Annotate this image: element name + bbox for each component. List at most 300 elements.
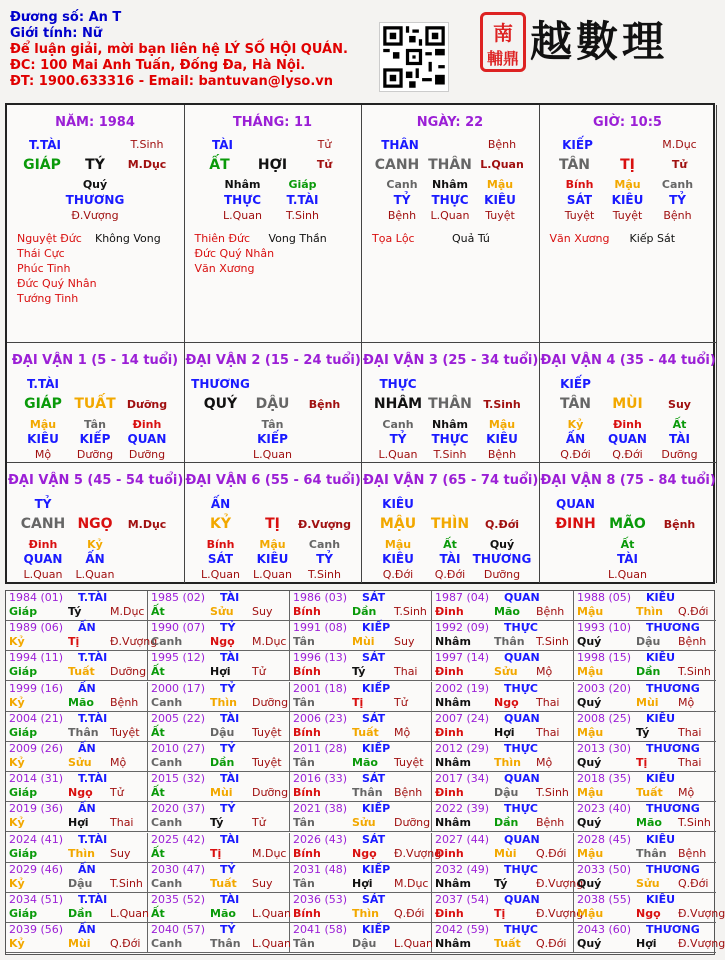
hidden-stem: Canh — [661, 178, 694, 191]
dai-van-title: ĐẠI VẬN 3 (25 - 34 tuổi) — [363, 353, 539, 368]
dai-van-title: ĐẠI VẬN 7 (65 - 74 tuổi) — [363, 473, 539, 488]
year-god: ẤN — [78, 923, 96, 937]
year-label: 2022 (39) — [435, 802, 490, 816]
year-can: Canh — [151, 876, 183, 890]
year-god: KIÊU — [646, 893, 676, 906]
year-god: KIẾP — [362, 621, 391, 635]
year-god: THỰC — [504, 681, 538, 695]
pillar-cell — [540, 105, 718, 343]
hidden-state: Bệnh — [663, 209, 692, 222]
year-cell — [290, 893, 432, 923]
hidden-stem: Nhâm — [432, 418, 468, 431]
year-stage: Mộ — [678, 695, 695, 709]
year-label: 2009 (26) — [9, 742, 64, 755]
hidden-god: ẤN — [85, 552, 105, 566]
hidden-stem: Mậu — [384, 538, 412, 551]
year-stage: Q.Đới — [110, 937, 141, 951]
year-chi: Thân — [210, 937, 241, 951]
year-stage: Đ.Vượng — [678, 937, 725, 951]
year-can: Nhâm — [435, 635, 471, 649]
pillar-stage: Tử — [671, 158, 688, 171]
dai-van-can: TÂN — [559, 396, 591, 412]
star-item: Tọa Lộc — [372, 232, 415, 245]
year-god: THƯƠNG — [646, 742, 700, 755]
year-chi: Thân — [494, 635, 525, 649]
year-god: T.TÀI — [78, 893, 108, 906]
year-label: 2016 (33) — [293, 772, 348, 786]
pillar-stage: M.Dục — [127, 158, 167, 171]
year-god: KIÊU — [646, 591, 676, 604]
year-chi: Ngọ — [352, 846, 377, 860]
year-cell — [432, 651, 574, 681]
hidden-god: TỶ — [669, 193, 686, 207]
star-item: Thái Cực — [17, 247, 65, 260]
year-stage: Đ.Vượng — [394, 846, 442, 860]
year-can: Nhâm — [435, 816, 471, 830]
year-chi: Mão — [352, 756, 378, 769]
year-god: QUAN — [504, 772, 540, 786]
year-stage: Bệnh — [678, 635, 707, 649]
year-cell — [432, 742, 574, 772]
pillar-god: TÀI — [211, 138, 233, 152]
dai-van-title: ĐẠI VẬN 5 (45 - 54 tuổi) — [8, 473, 184, 488]
year-label: 2028 (45) — [577, 832, 632, 846]
year-chi: Thìn — [636, 605, 663, 618]
hidden-stem: Ất — [620, 538, 635, 551]
year-chi: Mão — [494, 605, 520, 618]
year-stage: Tử — [110, 786, 124, 800]
address-line: ĐC: 100 Mai Anh Tuấn, Đống Đa, Hà Nội. — [10, 58, 306, 73]
year-cell — [6, 621, 158, 651]
year-chi: Dần — [68, 907, 93, 920]
year-cell — [574, 621, 716, 651]
pillar-can: GIÁP — [23, 157, 61, 173]
hidden-stem: Kỷ — [567, 418, 584, 431]
year-can: Kỷ — [9, 876, 25, 890]
year-chi: Dần — [352, 605, 377, 618]
year-can: Ất — [151, 665, 165, 679]
year-chi: Tý — [68, 605, 82, 618]
dai-van-stage: Bệnh — [663, 518, 696, 531]
year-chi: Dậu — [352, 937, 377, 951]
hidden-god: TỶ — [316, 552, 333, 566]
year-stage: Bệnh — [110, 695, 139, 709]
star-item: Nguyệt Đức — [17, 232, 82, 245]
year-can: Đinh — [435, 907, 464, 920]
year-chi: Mùi — [352, 635, 375, 649]
dai-van-can: NHÂM — [373, 396, 423, 412]
year-stage: M.Dục — [110, 605, 145, 618]
year-can: Ất — [151, 786, 165, 800]
hidden-state: L.Quan — [378, 448, 418, 461]
year-stage: Dưỡng — [252, 786, 289, 800]
year-label: 1996 (13) — [293, 651, 348, 665]
year-chi: Dậu — [210, 725, 235, 739]
hidden-state: L.Quan — [253, 448, 292, 461]
year-cell — [6, 833, 148, 863]
year-chi: Ngọ — [636, 907, 661, 920]
hidden-state: Tuyệt — [564, 209, 595, 222]
year-chi: Sửu — [210, 605, 234, 618]
hidden-god: THƯƠNG — [472, 552, 532, 566]
year-cell — [148, 742, 290, 772]
hidden-god: KIẾP — [79, 432, 111, 446]
year-label: 2017 (34) — [435, 772, 490, 786]
year-cell — [432, 893, 584, 923]
dai-van-chi: TUẤT — [74, 396, 116, 412]
year-god: TỶ — [220, 621, 236, 635]
brand-logo-icon — [530, 14, 710, 66]
year-stage: T.Sinh — [678, 665, 711, 679]
year-can: Nhâm — [435, 756, 471, 769]
year-chi: Mão — [210, 907, 236, 920]
year-god: T.TÀI — [78, 591, 108, 604]
year-label: 2034 (51) — [9, 893, 64, 906]
year-chi: Mùi — [210, 786, 233, 800]
dai-van-god: TỶ — [34, 497, 52, 511]
pillar-god-right: T.Sinh — [130, 138, 164, 151]
hidden-state: Dưỡng — [661, 448, 698, 461]
year-can: Ất — [151, 907, 165, 920]
year-cell — [432, 682, 574, 712]
year-chi: Tuất — [494, 937, 521, 951]
year-label: 2023 (40) — [577, 802, 632, 816]
year-chi: Tuất — [636, 786, 663, 800]
year-can: Quý — [577, 876, 602, 890]
year-cell — [432, 833, 574, 863]
hidden-god: THỰC — [223, 193, 262, 207]
year-stage: T.Sinh — [536, 635, 569, 649]
hidden-state: Tuyệt — [485, 209, 515, 222]
year-label: 2042 (59) — [435, 923, 490, 937]
year-label: 2003 (20) — [577, 681, 632, 695]
year-can: Canh — [151, 695, 183, 709]
pillar-can: CANH — [374, 157, 420, 173]
year-stage: Q.Đới — [678, 605, 709, 618]
hidden-god: THƯƠNG — [65, 193, 125, 207]
year-can: Canh — [151, 756, 183, 769]
year-chi: Dần — [636, 665, 661, 679]
year-can: Bính — [293, 907, 321, 920]
dai-van-cell — [540, 343, 718, 463]
year-chi: Dần — [210, 756, 235, 769]
year-can: Canh — [151, 937, 183, 951]
year-can: Giáp — [9, 786, 38, 800]
year-cell — [574, 772, 716, 802]
year-can: Kỷ — [9, 816, 25, 830]
year-stage: Tử — [394, 695, 408, 709]
year-stage: Mộ — [394, 725, 411, 739]
hidden-state: Q.Đới — [560, 448, 591, 461]
year-cell — [148, 893, 290, 923]
hidden-god: SÁT — [566, 193, 593, 207]
year-chi: Ngọ — [494, 695, 519, 709]
year-can: Đinh — [435, 665, 464, 679]
dai-van-can: GIÁP — [24, 396, 62, 412]
hidden-stem: Nhâm — [432, 178, 468, 191]
year-god: THỰC — [504, 621, 538, 635]
year-can: Quý — [577, 816, 602, 830]
year-label: 2014 (31) — [9, 772, 64, 786]
year-can: Mậu — [577, 725, 604, 739]
pillar-stage: Tử — [316, 158, 333, 171]
star-right: Quả Tú — [452, 232, 490, 245]
year-can: Nhâm — [435, 937, 471, 951]
year-cell — [6, 802, 148, 832]
year-cell — [574, 712, 716, 742]
brand-title — [530, 14, 710, 76]
star-item: Thiên Đức — [194, 232, 251, 245]
year-can: Mậu — [577, 665, 604, 679]
year-god: KIẾP — [362, 742, 391, 755]
year-can: Giáp — [9, 605, 38, 618]
year-chi: Sửu — [68, 756, 92, 769]
year-cell — [574, 833, 716, 863]
year-stage: Bệnh — [394, 786, 423, 800]
year-cell — [432, 802, 574, 832]
owner-label: Đương số: — [10, 10, 85, 25]
year-god: ẤN — [78, 862, 96, 876]
year-can: Quý — [577, 937, 602, 951]
hidden-state: Dưỡng — [483, 568, 521, 581]
year-cell — [290, 621, 432, 651]
year-label: 2036 (53) — [293, 893, 348, 906]
year-chi: Mão — [68, 695, 94, 709]
hidden-god: QUAN — [127, 432, 167, 446]
year-label: 1990 (07) — [151, 621, 206, 635]
hidden-state: Bệnh — [387, 209, 417, 222]
pillar-title: NĂM: 1984 — [55, 115, 135, 130]
year-chi: Mùi — [68, 937, 91, 951]
hidden-state: Mộ — [34, 448, 52, 461]
year-cell — [574, 802, 716, 832]
year-chi: Tý — [494, 876, 508, 890]
hidden-state: Dưỡng — [128, 448, 166, 461]
dai-van-cell — [540, 463, 718, 583]
year-chi: Tý — [636, 725, 650, 739]
hidden-state: T.Sinh — [433, 448, 467, 461]
star-right: Không Vong — [95, 232, 161, 245]
year-label: 2024 (41) — [9, 832, 64, 846]
year-can: Quý — [577, 756, 602, 769]
year-cell — [148, 591, 290, 621]
year-can: Canh — [151, 635, 183, 649]
year-label: 2039 (56) — [9, 923, 64, 937]
dai-van-cell — [185, 343, 363, 463]
year-stage: Bệnh — [536, 816, 565, 830]
dai-van-chi: MÙI — [612, 396, 643, 412]
year-stage: Suy — [394, 635, 415, 649]
year-stage: Đ.Vượng — [536, 907, 584, 920]
year-label: 1985 (02) — [151, 591, 206, 604]
year-god: KIẾP — [362, 802, 391, 816]
year-god: THỰC — [504, 742, 538, 755]
hidden-stem: Giáp — [288, 178, 317, 191]
year-god: TÀI — [220, 591, 240, 604]
year-label: 2030 (47) — [151, 862, 206, 876]
pillar-title: GIỜ: 10:5 — [593, 115, 662, 130]
dai-van-god: ẤN — [210, 497, 231, 511]
year-stage: Q.Đới — [536, 846, 567, 860]
year-god: KIẾP — [362, 681, 391, 695]
year-chi: Thân — [636, 846, 667, 860]
year-stage: Thai — [678, 725, 702, 739]
year-label: 2029 (46) — [9, 862, 64, 876]
year-label: 2025 (42) — [151, 832, 206, 846]
year-chi: Thân — [68, 725, 99, 739]
pillar-title: THÁNG: 11 — [232, 115, 313, 130]
year-god: SÁT — [362, 772, 386, 786]
year-stage: M.Dục — [252, 635, 287, 649]
year-can: Mậu — [577, 605, 604, 618]
dai-van-can: KỶ — [210, 516, 231, 532]
phone-email-line: ĐT: 1900.633316 - Email: bantuvan@lyso.vn — [10, 74, 334, 89]
hidden-god: KIÊU — [486, 432, 518, 446]
star-item: Tướng Tinh — [17, 292, 79, 305]
year-god: TỶ — [220, 923, 236, 937]
hidden-state: Bệnh — [487, 448, 517, 461]
dai-van-cell — [7, 343, 185, 463]
dai-van-stage: T.Sinh — [483, 398, 521, 411]
year-chi: Dậu — [68, 876, 93, 890]
pillar-god-right: M.Dục — [662, 138, 697, 151]
year-god: KIÊU — [646, 711, 676, 725]
hidden-stem: Tân — [84, 418, 106, 431]
year-god: ẤN — [78, 621, 96, 635]
hidden-stem: Canh — [386, 178, 418, 191]
year-cell — [574, 651, 716, 681]
year-stage: Suy — [252, 605, 273, 618]
pillar-chi: HỢI — [257, 157, 288, 173]
year-can: Tân — [293, 635, 315, 649]
dai-van-chi: MÃO — [609, 516, 646, 532]
year-chi: Tuất — [210, 876, 237, 890]
hidden-stem: Mậu — [29, 418, 57, 431]
pillar-chi: TÝ — [85, 157, 105, 173]
hidden-god: TÀI — [439, 552, 461, 566]
year-stage: Thai — [678, 756, 702, 769]
year-cell — [290, 832, 442, 863]
dai-van-can: MẬU — [379, 516, 417, 532]
hidden-stem: Ất — [443, 538, 457, 551]
year-cell — [6, 712, 148, 742]
gender-value: Nữ — [81, 26, 103, 41]
year-god: KIÊU — [646, 832, 676, 846]
dai-van-chi: DẬU — [255, 396, 290, 412]
qr-code-icon — [379, 22, 449, 92]
hidden-state: L.Quan — [75, 568, 115, 581]
year-can: Bính — [293, 605, 321, 618]
year-can: Nhâm — [435, 695, 471, 709]
svg-text:輔鼎: 輔鼎 — [486, 49, 520, 68]
hidden-stem: Canh — [308, 538, 341, 551]
hidden-state: Tuyệt — [612, 209, 643, 222]
year-can: Đinh — [435, 846, 464, 860]
year-chi: Ngọ — [210, 635, 235, 649]
hidden-stem: Kỷ — [87, 538, 103, 551]
year-cell — [6, 893, 148, 923]
year-god: QUAN — [504, 591, 540, 604]
year-label: 2015 (32) — [151, 772, 206, 786]
year-can: Quý — [577, 635, 602, 649]
dai-van-cell — [7, 463, 185, 583]
year-god: SÁT — [362, 893, 386, 906]
hidden-stem: Bính — [206, 538, 235, 551]
year-can: Đinh — [435, 725, 464, 739]
year-label: 1989 (06) — [9, 621, 64, 635]
year-chi: Dần — [494, 816, 519, 830]
year-cell — [6, 651, 148, 681]
dai-van-title: ĐẠI VẬN 4 (35 - 44 tuổi) — [540, 353, 716, 368]
hidden-stem: Ất — [672, 418, 687, 431]
year-label: 1999 (16) — [9, 681, 64, 695]
year-cell — [6, 923, 148, 953]
star-item: Văn Xương — [549, 232, 610, 245]
year-stage: Q.Đới — [536, 937, 567, 951]
year-can: Mậu — [577, 786, 604, 800]
pillar-can: TÂN — [558, 157, 590, 173]
dai-van-can: CANH — [20, 516, 66, 532]
year-god: ẤN — [78, 681, 96, 695]
year-label: 2006 (23) — [293, 711, 348, 725]
year-label: 1997 (14) — [435, 651, 490, 665]
year-label: 1988 (05) — [577, 591, 632, 604]
year-label: 2043 (60) — [577, 923, 632, 937]
hidden-god: TỶ — [393, 193, 411, 207]
star-right: Vong Thần — [268, 232, 327, 245]
year-label: 2000 (17) — [151, 681, 206, 695]
year-stage: Tử — [252, 816, 266, 830]
hidden-god: KIÊU — [611, 193, 644, 207]
year-cell — [6, 863, 148, 893]
year-cell — [290, 682, 432, 712]
year-chi: Ngọ — [68, 786, 93, 800]
dai-van-god: THỰC — [379, 377, 417, 391]
year-label: 2027 (44) — [435, 832, 490, 846]
year-cell — [290, 742, 432, 772]
year-god: SÁT — [362, 591, 386, 604]
hidden-god: KIÊU — [484, 193, 516, 207]
hidden-god: QUAN — [23, 552, 63, 566]
dai-van-title: ĐẠI VẬN 2 (15 - 24 tuổi) — [185, 353, 361, 368]
dai-van-cell — [185, 463, 363, 583]
pillar-god-right: Tử — [317, 138, 332, 151]
hidden-god: T.TÀI — [286, 193, 319, 207]
year-label: 1992 (09) — [435, 621, 490, 635]
year-stage: Q.Đới — [394, 907, 425, 920]
year-can: Đinh — [435, 605, 464, 618]
year-stage: Thai — [110, 816, 134, 830]
hidden-state: Q.Đới — [382, 568, 414, 581]
year-god: T.TÀI — [78, 772, 108, 786]
year-stage: Tuyệt — [110, 725, 140, 739]
year-label: 1995 (12) — [151, 651, 206, 665]
year-label: 2031 (48) — [293, 862, 348, 876]
year-label: 2032 (49) — [435, 862, 490, 876]
year-god: TỶ — [220, 862, 236, 876]
year-chi: Tị — [210, 846, 222, 860]
year-cell — [6, 742, 148, 772]
year-cell — [290, 772, 432, 802]
dai-van-stage: Đ.Vượng — [297, 518, 351, 531]
year-label: 1986 (03) — [293, 591, 348, 604]
pillar-chi: TỊ — [620, 157, 635, 173]
year-cell — [574, 742, 716, 772]
year-god: THƯƠNG — [646, 802, 700, 816]
star-item: Phúc Tinh — [17, 262, 71, 275]
hidden-god: KIÊU — [256, 552, 289, 566]
year-chi: Dậu — [494, 786, 519, 800]
